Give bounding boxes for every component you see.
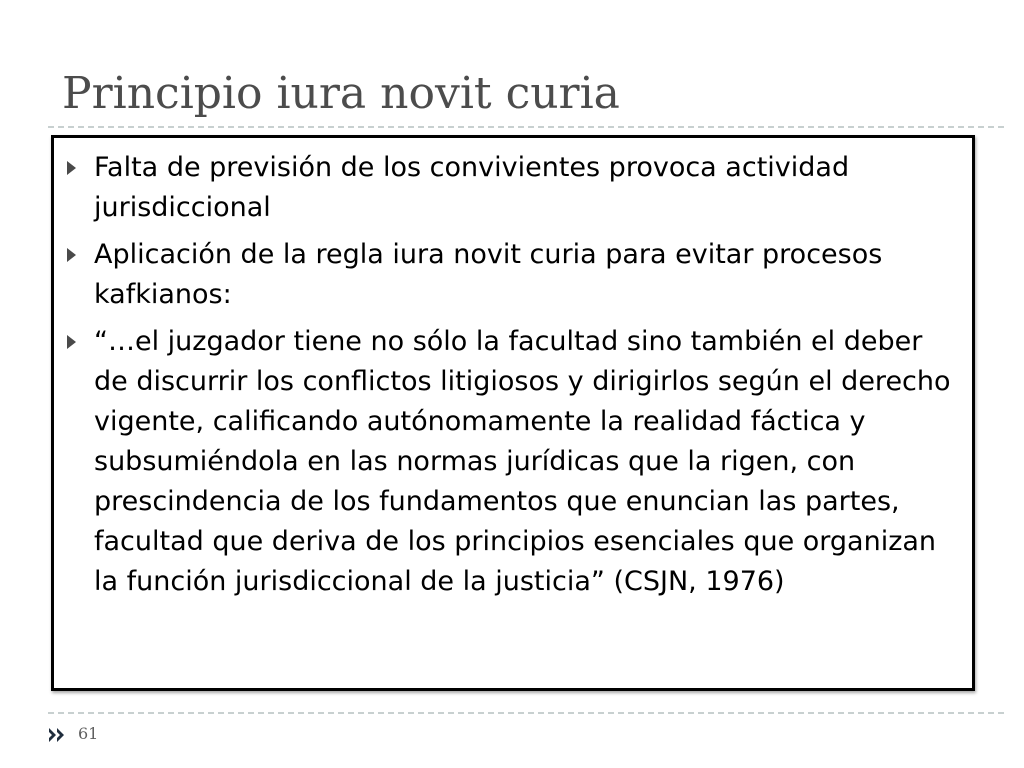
content-box bbox=[51, 135, 975, 691]
title-divider bbox=[48, 126, 1004, 128]
bullet-list bbox=[54, 148, 972, 609]
slide-title: Principio iura novit curia bbox=[62, 68, 620, 119]
bullet-item bbox=[54, 148, 972, 228]
triangle-right-icon bbox=[67, 161, 76, 175]
footer-divider bbox=[48, 712, 1004, 714]
bullet-text: Aplicación de la regla iura novit curia para evitar procesos kafkianos: bbox=[94, 239, 883, 310]
double-chevron-right-icon bbox=[47, 726, 71, 744]
page-number: 61 bbox=[78, 724, 99, 743]
bullet-text: “…el juzgador tiene no sólo la facultad sino también el deber de discurrir los conflictos litigiosos y dirigirlos según el derecho vigente, calificando autónomamente la realidad fáctica y subsumiéndola en las normas jurídicas que la rigen, con prescindencia de los fundamentos que enuncian las partes, facultad que deriva de los principios esenciales que organizan la función jurisdiccional de la justicia” (CSJN, 1976) bbox=[94, 326, 951, 597]
bullet-item bbox=[54, 322, 972, 602]
triangle-right-icon bbox=[67, 248, 76, 262]
bullet-text: Falta de previsión de los convivientes provoca actividad jurisdiccional bbox=[94, 152, 850, 223]
triangle-right-icon bbox=[67, 335, 76, 349]
bullet-item bbox=[54, 235, 972, 315]
